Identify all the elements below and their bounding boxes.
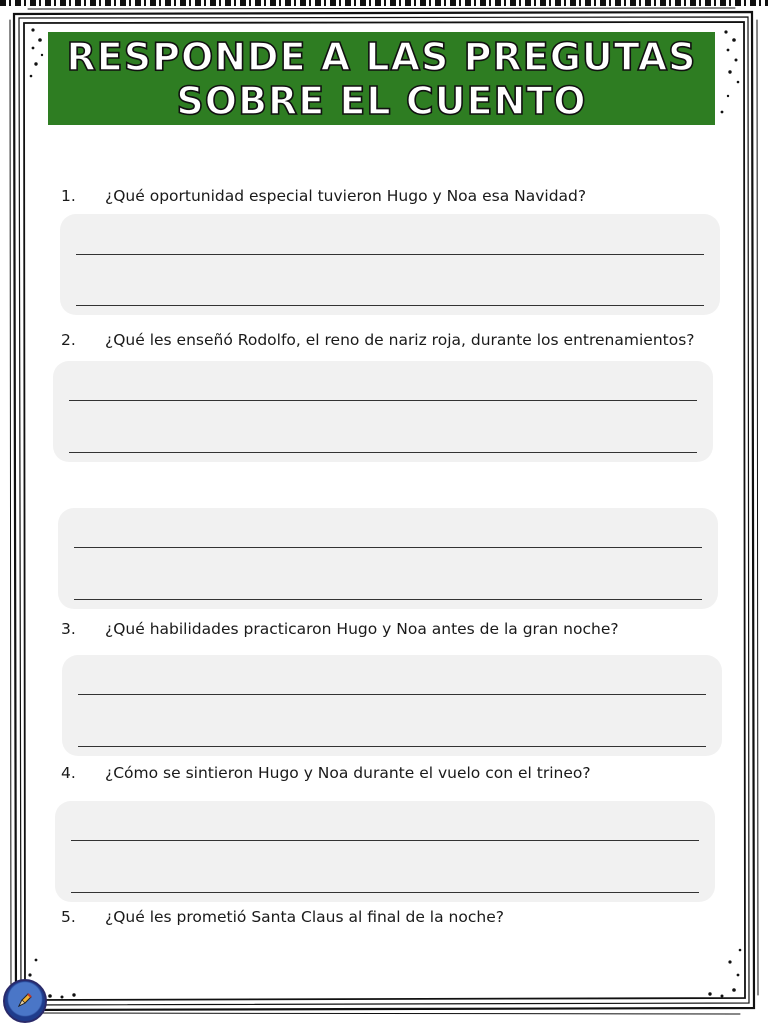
title-line-1: RESPONDE A LAS PREGUTAS (66, 34, 697, 79)
title-banner (48, 32, 715, 125)
pencil-icon (16, 991, 34, 1009)
answer-box-4[interactable] (55, 801, 715, 902)
answer-line (69, 400, 697, 401)
answer-line (76, 254, 704, 255)
answer-line (78, 694, 706, 695)
answer-line (71, 892, 699, 893)
answer-line (74, 547, 702, 548)
title-line-2: SOBRE EL CUENTO (176, 78, 587, 123)
question-1-text: ¿Qué oportunidad especial tuvieron Hugo y Noa esa Navidad? (105, 187, 587, 205)
answer-box-2b[interactable] (58, 508, 718, 609)
answer-line (69, 452, 697, 453)
answer-line (74, 599, 702, 600)
answer-box-1[interactable] (60, 214, 720, 315)
answer-box-3[interactable] (62, 655, 722, 756)
question-4-text: ¿Cómo se sintieron Hugo y Noa durante el vuelo con el trineo? (105, 764, 591, 782)
question-1-number: 1. (61, 187, 76, 205)
question-2-text: ¿Qué les enseñó Rodolfo, el reno de nariz roja, durante los entrenamientos? (105, 331, 695, 349)
answer-line (78, 746, 706, 747)
question-5-text: ¿Qué les prometió Santa Claus al final de la noche? (105, 908, 504, 926)
question-2-number: 2. (61, 331, 76, 349)
answer-line (71, 840, 699, 841)
answer-line (76, 305, 704, 306)
question-4-number: 4. (61, 764, 76, 782)
question-3-text: ¿Qué habilidades practicaron Hugo y Noa antes de la gran noche? (105, 620, 619, 638)
answer-box-2a[interactable] (53, 361, 713, 462)
publisher-logo-icon (3, 979, 47, 1023)
question-5-number: 5. (61, 908, 76, 926)
question-3-number: 3. (61, 620, 76, 638)
